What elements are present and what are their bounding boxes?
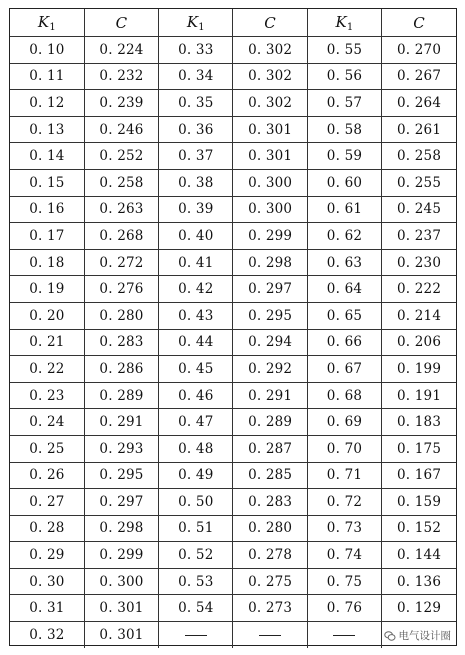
table-row	[10, 382, 456, 409]
table-cell: 0. 263	[84, 196, 158, 223]
table-cell: 0. 13	[10, 116, 84, 143]
table-row	[10, 356, 456, 383]
table-cell: 0. 267	[382, 63, 456, 90]
table-cell: 0. 44	[159, 329, 233, 356]
table-cell: 0. 71	[307, 462, 381, 489]
table-cell: 0. 297	[84, 489, 158, 516]
table-cell: 0. 46	[159, 382, 233, 409]
table-cell: 0. 278	[233, 542, 307, 569]
table-cell: 0. 246	[84, 116, 158, 143]
table-cell: 0. 24	[10, 409, 84, 436]
table-cell: 0. 14	[10, 143, 84, 170]
table-cell: 0. 275	[233, 568, 307, 595]
table-cell: 0. 59	[307, 143, 381, 170]
column-header-symbol: K	[335, 12, 347, 31]
table-cell: 0. 175	[382, 435, 456, 462]
table-cell: 0. 28	[10, 515, 84, 542]
table-cell: 0. 61	[307, 196, 381, 223]
table-row	[10, 116, 456, 143]
column-header	[159, 9, 233, 37]
table-cell: 0. 76	[307, 595, 381, 622]
table-cell: 0. 35	[159, 90, 233, 117]
table-cell: 0. 273	[233, 595, 307, 622]
table-cell: 0. 52	[159, 542, 233, 569]
table-cell: 0. 31	[10, 595, 84, 622]
column-header-symbol: C	[264, 13, 276, 32]
table-cell: 0. 276	[84, 276, 158, 303]
table-cell: 0. 301	[233, 143, 307, 170]
table-row	[10, 37, 456, 64]
table-cell: 0. 255	[382, 169, 456, 196]
table-cell: 0. 152	[382, 515, 456, 542]
table-row	[10, 302, 456, 329]
table-cell: 0. 285	[233, 462, 307, 489]
table-cell: 0. 66	[307, 329, 381, 356]
table-cell: 0. 21	[10, 329, 84, 356]
column-header	[84, 9, 158, 37]
coefficient-table	[10, 9, 456, 648]
watermark-text: 电气设计圈	[398, 630, 451, 642]
table-cell: 0. 26	[10, 462, 84, 489]
table-cell: 0. 258	[382, 143, 456, 170]
empty-value-dash	[333, 635, 355, 636]
table-cell: 0. 222	[382, 276, 456, 303]
table-cell: 0. 56	[307, 63, 381, 90]
table-cell: 0. 295	[233, 302, 307, 329]
table-row	[10, 276, 456, 303]
table-cell: 0. 224	[84, 37, 158, 64]
table-cell: 0. 237	[382, 223, 456, 250]
table-cell: 0. 75	[307, 568, 381, 595]
table-cell: 0. 16	[10, 196, 84, 223]
table-cell: 0. 65	[307, 302, 381, 329]
table-cell: 0. 300	[233, 169, 307, 196]
table-cell: 0. 22	[10, 356, 84, 383]
table-cell: 0. 183	[382, 409, 456, 436]
table-body	[10, 37, 456, 648]
table-cell: 0. 302	[233, 63, 307, 90]
table-cell: 0. 252	[84, 143, 158, 170]
table-cell: 0. 42	[159, 276, 233, 303]
table-cell: 0. 297	[233, 276, 307, 303]
table-cell: 0. 63	[307, 249, 381, 276]
table-row	[10, 63, 456, 90]
table-cell: 0. 73	[307, 515, 381, 542]
table-cell: 0. 48	[159, 435, 233, 462]
table-cell: 0. 53	[159, 568, 233, 595]
table-cell: 0. 29	[10, 542, 84, 569]
table-cell: 0. 283	[233, 489, 307, 516]
table-cell: 0. 272	[84, 249, 158, 276]
table-cell	[233, 622, 307, 648]
column-header-symbol: C	[413, 13, 425, 32]
table-cell: 0. 280	[233, 515, 307, 542]
table-cell: 0. 289	[84, 382, 158, 409]
table-cell: 0. 15	[10, 169, 84, 196]
table-cell: 0. 50	[159, 489, 233, 516]
table-row	[10, 515, 456, 542]
table-cell: 0. 300	[84, 568, 158, 595]
table-cell: 0. 33	[159, 37, 233, 64]
table-cell: 0. 299	[233, 223, 307, 250]
column-header-subscript: 1	[49, 21, 56, 33]
table-cell: 0. 232	[84, 63, 158, 90]
coefficient-table-frame	[9, 8, 457, 646]
table-cell: 0. 298	[84, 515, 158, 542]
table-cell: 0. 167	[382, 462, 456, 489]
table-cell: 0. 34	[159, 63, 233, 90]
table-row	[10, 595, 456, 622]
table-cell: 0. 68	[307, 382, 381, 409]
table-cell: 0. 58	[307, 116, 381, 143]
table-cell: 0. 67	[307, 356, 381, 383]
table-cell: 0. 47	[159, 409, 233, 436]
table-cell: 0. 214	[382, 302, 456, 329]
table-row	[10, 143, 456, 170]
table-cell: 0. 36	[159, 116, 233, 143]
table-row	[10, 542, 456, 569]
table-cell: 0. 12	[10, 90, 84, 117]
table-cell: 0. 38	[159, 169, 233, 196]
table-cell: 0. 11	[10, 63, 84, 90]
table-cell: 0. 51	[159, 515, 233, 542]
table-cell: 0. 300	[233, 196, 307, 223]
table-cell	[159, 622, 233, 648]
table-cell: 0. 17	[10, 223, 84, 250]
table-cell: 0. 206	[382, 329, 456, 356]
table-cell: 0. 286	[84, 356, 158, 383]
table-cell: 0. 291	[233, 382, 307, 409]
table-cell: 0. 199	[382, 356, 456, 383]
table-cell: 0. 18	[10, 249, 84, 276]
table-cell: 0. 245	[382, 196, 456, 223]
table-cell: 0. 49	[159, 462, 233, 489]
table-cell: 0. 55	[307, 37, 381, 64]
table-cell: 0. 144	[382, 542, 456, 569]
table-cell: 0. 258	[84, 169, 158, 196]
table-row	[10, 169, 456, 196]
table-cell: 0. 301	[84, 595, 158, 622]
table-cell: 0. 41	[159, 249, 233, 276]
column-header-subscript: 1	[198, 21, 205, 33]
column-header	[233, 9, 307, 37]
empty-value-dash	[185, 635, 207, 636]
column-header-symbol: K	[186, 12, 199, 31]
table-cell: 0. 60	[307, 169, 381, 196]
table-cell: 0. 289	[233, 409, 307, 436]
table-cell: 0. 299	[84, 542, 158, 569]
table-row	[10, 462, 456, 489]
table-cell: 0. 54	[159, 595, 233, 622]
table-row	[10, 409, 456, 436]
column-header-symbol: C	[115, 13, 128, 32]
table-cell: 0. 23	[10, 382, 84, 409]
table-cell: 0. 295	[84, 462, 158, 489]
table-cell: 0. 270	[382, 37, 456, 64]
table-cell: 0. 72	[307, 489, 381, 516]
table-cell: 0. 62	[307, 223, 381, 250]
table-cell: 0. 74	[307, 542, 381, 569]
table-cell: 0. 19	[10, 276, 84, 303]
table-cell: 0. 291	[84, 409, 158, 436]
table-row	[10, 223, 456, 250]
table-cell: 0. 287	[233, 435, 307, 462]
table-cell: 0. 27	[10, 489, 84, 516]
table-cell: 0. 57	[307, 90, 381, 117]
table-cell	[307, 622, 381, 648]
table-cell: 0. 293	[84, 435, 158, 462]
table-cell: 0. 230	[382, 249, 456, 276]
table-cell: 0. 292	[233, 356, 307, 383]
table-cell: 0. 10	[10, 37, 84, 64]
table-cell: 0. 261	[382, 116, 456, 143]
table-cell: 0. 301	[84, 622, 158, 648]
watermark	[384, 628, 452, 643]
table-row	[10, 249, 456, 276]
column-header	[10, 9, 84, 37]
empty-value-dash	[259, 635, 281, 636]
table-cell: 0. 37	[159, 143, 233, 170]
table-cell: 0. 25	[10, 435, 84, 462]
table-cell: 0. 129	[382, 595, 456, 622]
table-cell: 0. 32	[10, 622, 84, 648]
table-cell: 0. 20	[10, 302, 84, 329]
table-cell: 0. 159	[382, 489, 456, 516]
table-row	[10, 568, 456, 595]
table-row	[10, 435, 456, 462]
column-header-symbol: K	[37, 12, 50, 31]
table-cell: 0. 30	[10, 568, 84, 595]
table-cell: 0. 43	[159, 302, 233, 329]
header-row	[10, 9, 456, 37]
table-row	[10, 90, 456, 117]
table-cell: 0. 69	[307, 409, 381, 436]
column-header	[307, 9, 381, 37]
table-cell: 0. 239	[84, 90, 158, 117]
table-cell: 0. 40	[159, 223, 233, 250]
table-cell: 0. 268	[84, 223, 158, 250]
table-cell: 0. 283	[84, 329, 158, 356]
table-cell: 0. 298	[233, 249, 307, 276]
table-cell: 0. 136	[382, 568, 456, 595]
table-cell: 0. 302	[233, 90, 307, 117]
table-cell: 0. 191	[382, 382, 456, 409]
table-row	[10, 196, 456, 223]
table-cell: 0. 70	[307, 435, 381, 462]
table-cell: 0. 39	[159, 196, 233, 223]
table-cell: 0. 264	[382, 90, 456, 117]
table-row	[10, 329, 456, 356]
table-row	[10, 489, 456, 516]
column-header-subscript: 1	[346, 21, 354, 33]
table-cell: 0. 294	[233, 329, 307, 356]
table-cell: 0. 302	[233, 37, 307, 64]
table-cell: 0. 301	[233, 116, 307, 143]
table-cell: 0. 64	[307, 276, 381, 303]
wechat-icon	[384, 630, 396, 642]
column-header	[382, 9, 456, 37]
table-cell: 0. 45	[159, 356, 233, 383]
table-cell: 0. 280	[84, 302, 158, 329]
